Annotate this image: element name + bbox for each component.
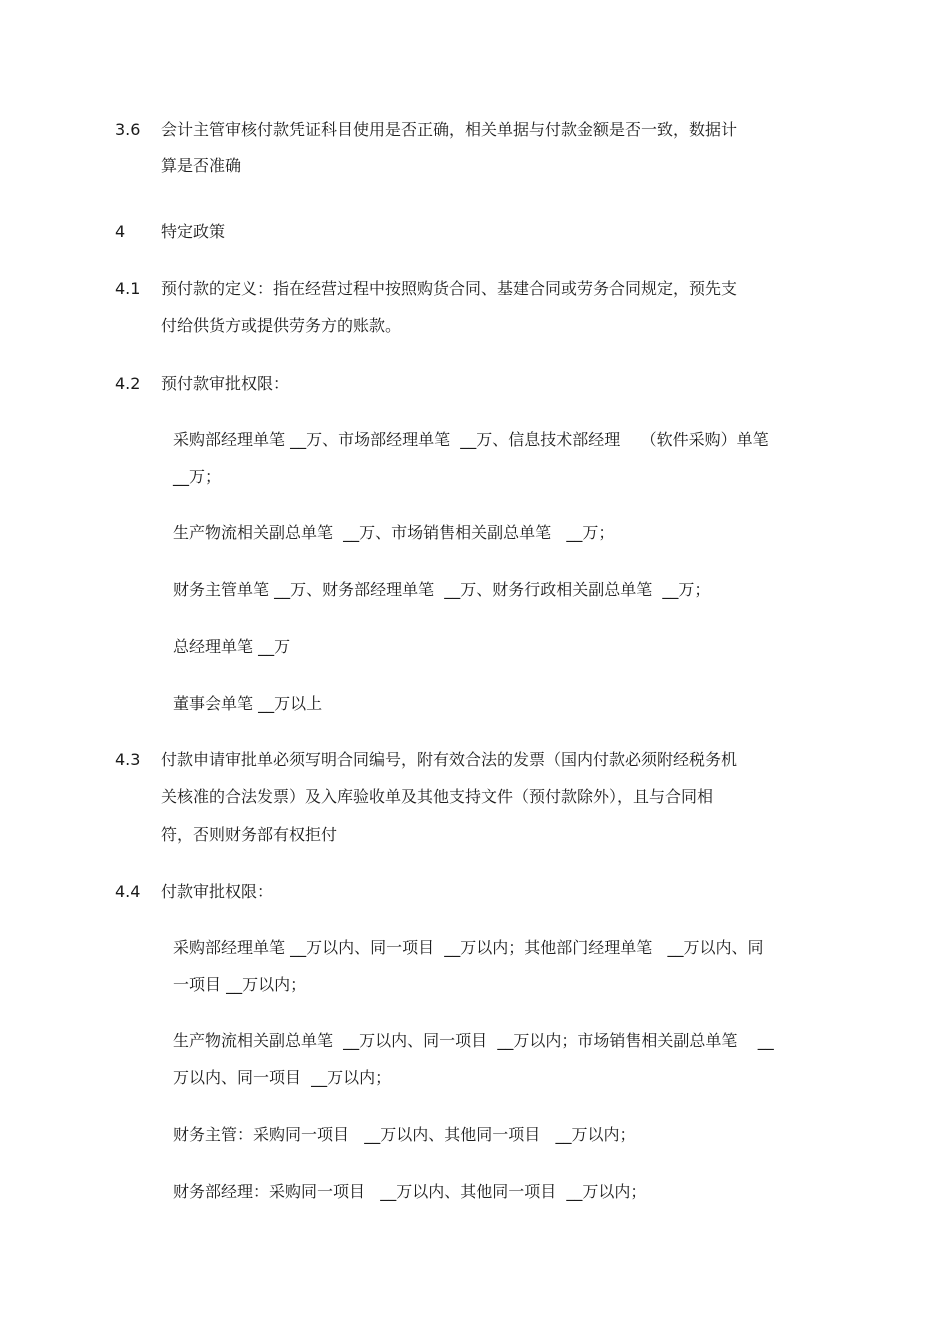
section-number-4: 4 bbox=[115, 222, 126, 241]
section-4-2-title: 预付款审批权限： bbox=[161, 374, 290, 393]
prepayment-approval-board-line: 董事会单笔 __万以上 bbox=[173, 694, 323, 713]
prepayment-approval-line-2: __万； bbox=[173, 467, 222, 486]
section-4-3-text-line-3: 符，否则财务部有权拒付 bbox=[161, 825, 338, 844]
payment-approval-dept-line-2: 一项目 __万以内； bbox=[173, 975, 307, 994]
prepayment-approval-vp-line: 生产物流相关副总单笔 __万、市场销售相关副总单笔 __万； bbox=[173, 523, 615, 542]
section-number-4-2: 4.2 bbox=[115, 374, 141, 393]
section-number-4-4: 4.4 bbox=[115, 882, 141, 901]
payment-approval-vp-line-2: 万以内、同一项目 __万以内； bbox=[173, 1068, 392, 1087]
payment-approval-finance-supervisor-line: 财务主管：采购同一项目 __万以内、其他同一项目 __万以内； bbox=[173, 1125, 636, 1144]
section-3-6-text-line-2: 算是否准确 bbox=[161, 156, 242, 175]
section-4-1-text-line-1: 预付款的定义：指在经营过程中按照购货合同、基建合同或劳务合同规定，预先支 bbox=[161, 279, 738, 298]
section-4-title: 特定政策 bbox=[161, 222, 226, 241]
section-3-6-text-line-1: 会计主管审核付款凭证科目使用是否正确，相关单据与付款金额是否一致，数据计 bbox=[161, 120, 738, 139]
payment-approval-vp-line-1: 生产物流相关副总单笔 __万以内、同一项目 __万以内；市场销售相关副总单笔 __ bbox=[173, 1031, 774, 1050]
section-4-3-text-line-2: 关核准的合法发票）及入库验收单及其他支持文件（预付款除外），且与合同相 bbox=[161, 787, 714, 806]
prepayment-approval-gm-line: 总经理单笔 __万 bbox=[173, 637, 291, 656]
section-number-4-1: 4.1 bbox=[115, 279, 141, 298]
prepayment-approval-finance-line: 财务主管单笔 __万、财务部经理单笔 __万、财务行政相关副总单笔 __万； bbox=[173, 580, 711, 599]
payment-approval-dept-line-1: 采购部经理单笔 __万以内、同一项目 __万以内；其他部门经理单笔 __万以内、同 bbox=[173, 938, 764, 957]
section-number-4-3: 4.3 bbox=[115, 750, 141, 769]
prepayment-approval-line-1: 采购部经理单笔 __万、市场部经理单笔 __万、信息技术部经理 （软件采购）单笔 bbox=[173, 430, 769, 449]
payment-approval-finance-manager-line: 财务部经理：采购同一项目 __万以内、其他同一项目 __万以内； bbox=[173, 1182, 647, 1201]
section-4-4-title: 付款审批权限： bbox=[161, 882, 274, 901]
section-number-3-6: 3.6 bbox=[115, 120, 141, 139]
section-4-1-text-line-2: 付给供货方或提供劳务方的账款。 bbox=[161, 316, 402, 335]
section-4-3-text-line-1: 付款申请审批单必须写明合同编号，附有效合法的发票（国内付款必须附经税务机 bbox=[161, 750, 738, 769]
